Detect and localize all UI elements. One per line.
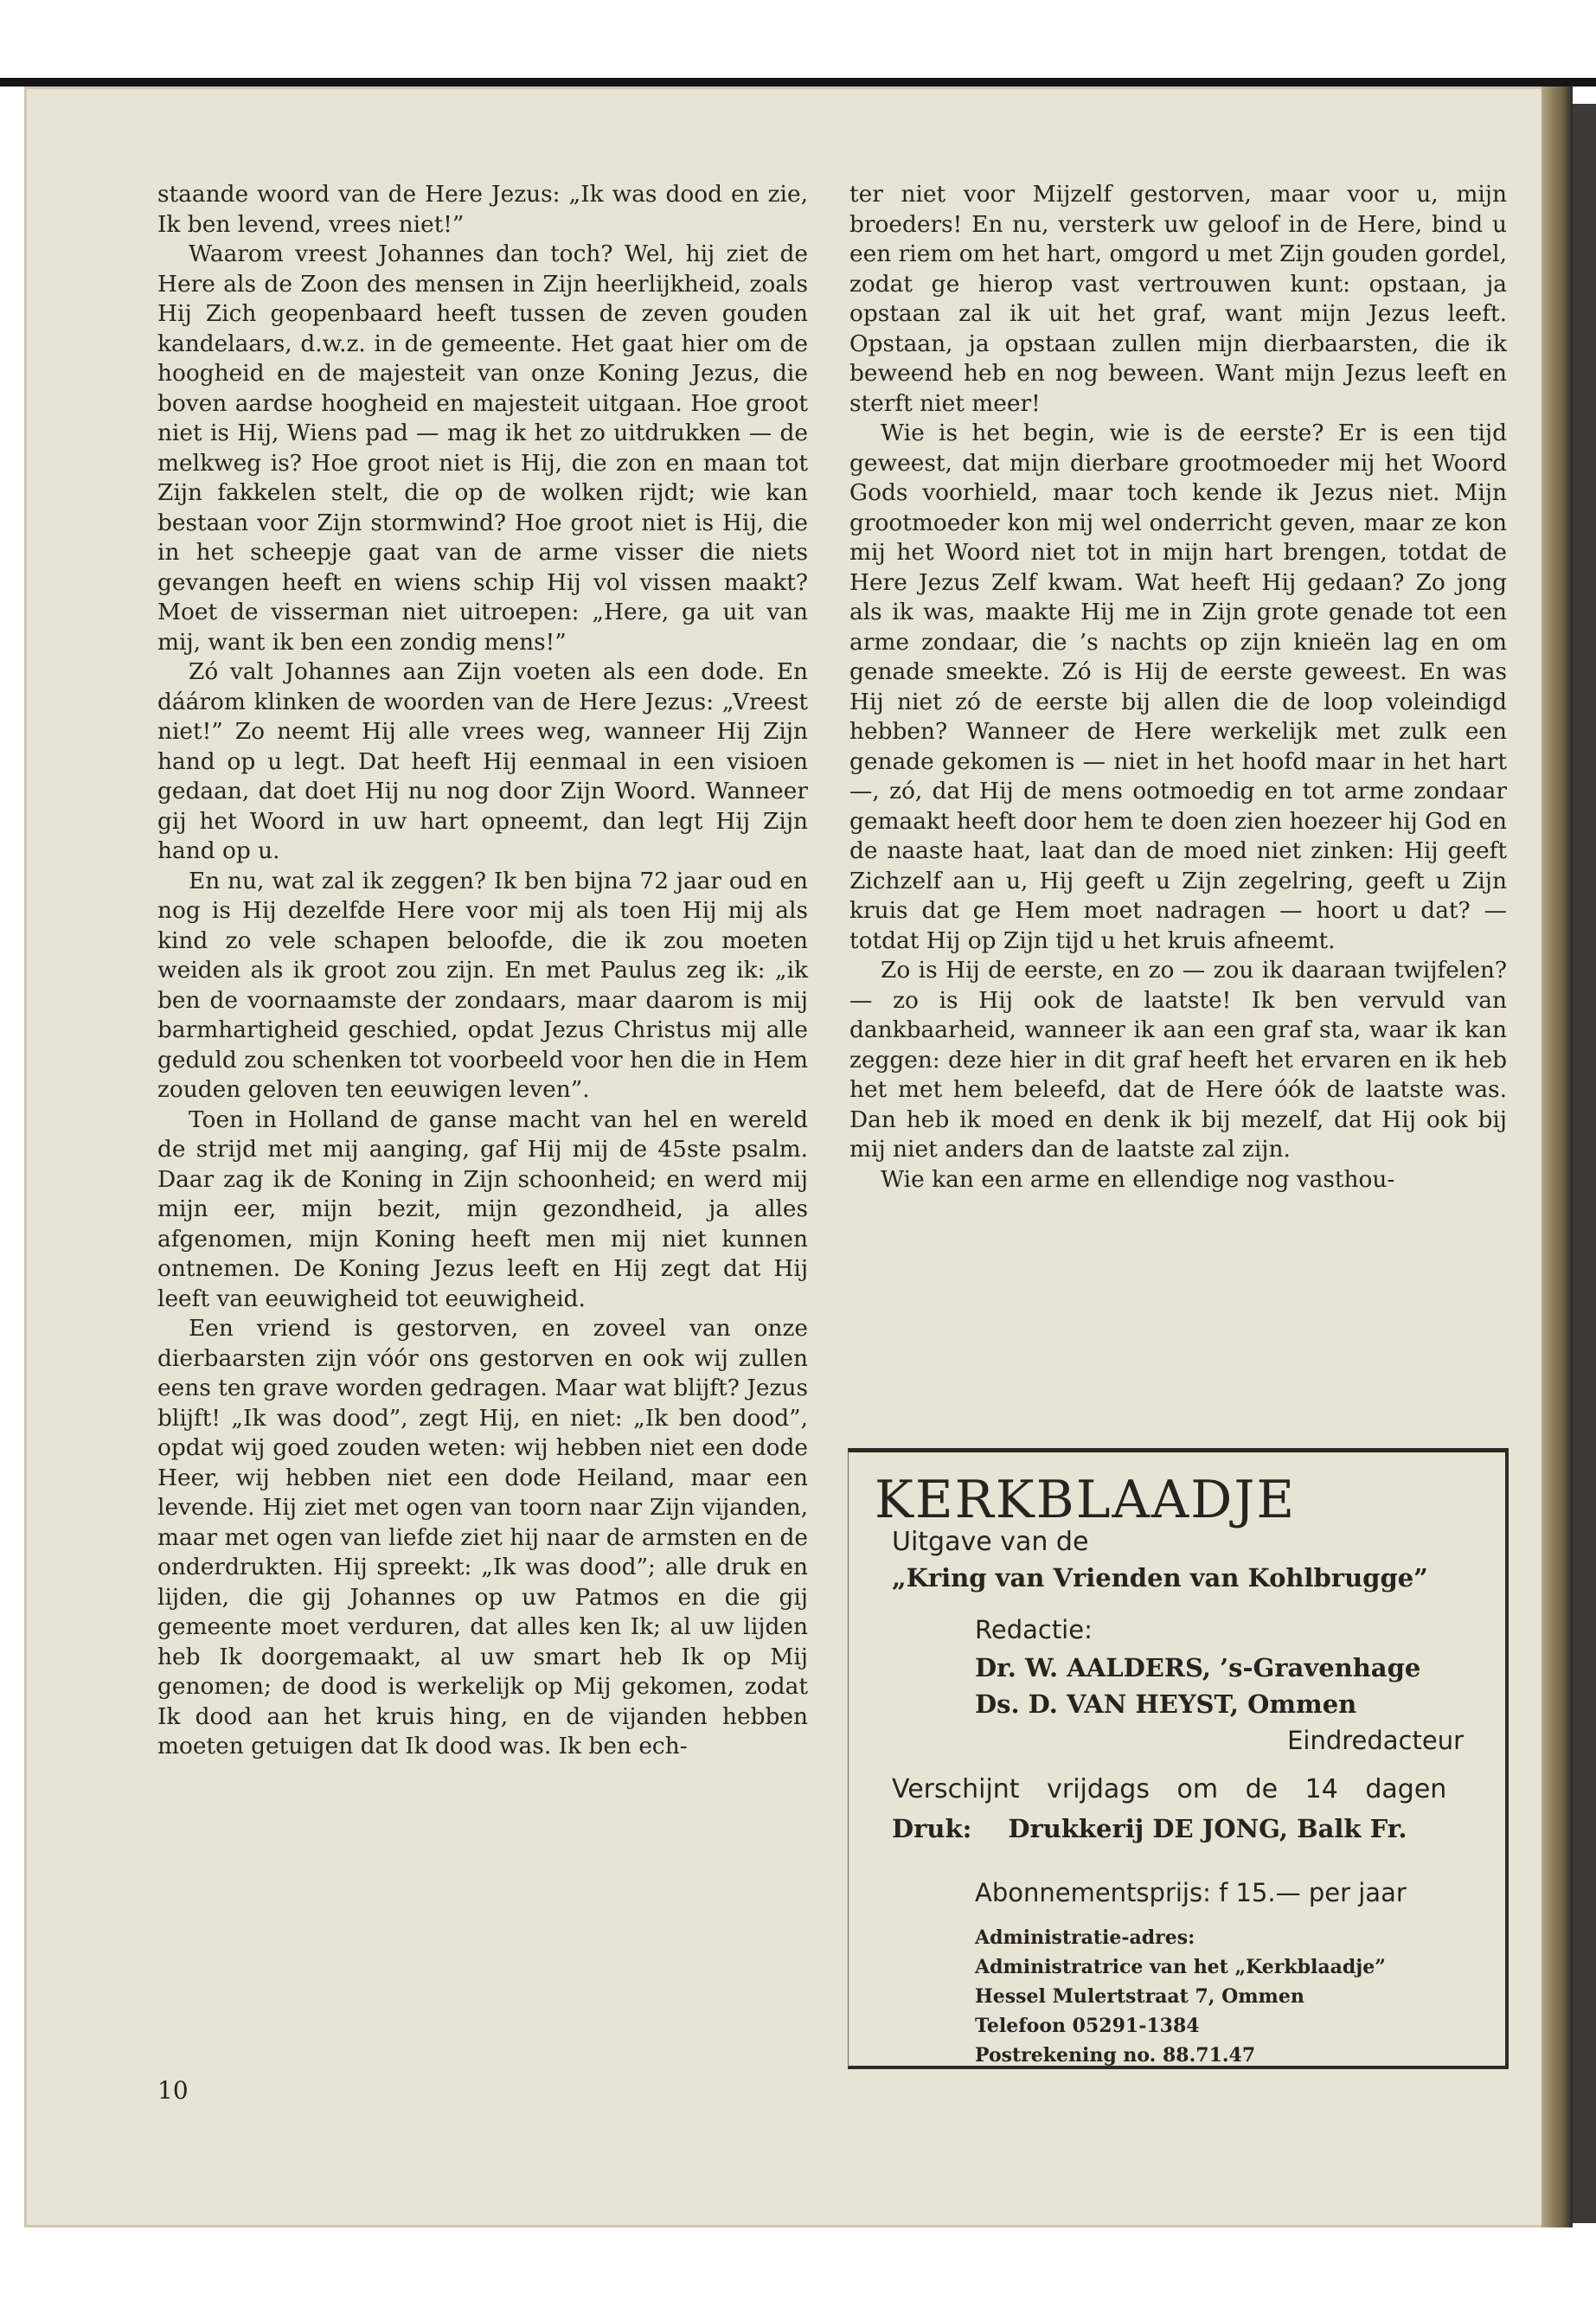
editor-role: Eindredacteur <box>1287 1726 1464 1755</box>
paragraph: Waarom vreest Johannes dan toch? Wel, hij ziet de Here als de Zoon des mensen in Zijn heerlijkheid, zoals Hij Zich geopenbaard heeft tussen de zeven gouden kandelaars, d.w.z. in de gemeente. Het gaat hier om de hoogheid en de majesteit van onze Koning Jezus, die boven aardse hoogheid en majesteit uitgaan. Hoe groot niet is Hij, Wiens pad — mag ik het zo uitdrukken — de melkweg is? Hoe groot niet is Hij, die zon en maan tot Zijn fakkelen stelt, die op de wolken rijdt; wie kan bestaan voor Zijn stormwind? Hoe groot niet is Hij, die in het scheepje gaat van de arme visser die niets gevangen heeft en wiens schip Hij vol vissen maakt? Moet de visserman niet uitroepen: „Here, ga uit van mij, want ik ben een zondig mens!” <box>157 240 808 656</box>
editor-2: Ds. D. VAN HEYST, Ommen <box>975 1689 1357 1719</box>
left-column <box>157 180 808 1762</box>
publisher-name: „Kring van Vrienden van Kohlbrugge” <box>892 1563 1428 1593</box>
editors-label: Redactie: <box>975 1615 1093 1644</box>
scan-top-border <box>0 78 1596 87</box>
paragraph: staande woord van de Here Jezus: „Ik was dood en zie, Ik ben levend, vrees niet!” <box>157 181 808 238</box>
right-column <box>849 180 1507 1195</box>
page-number: 10 <box>157 2076 189 2105</box>
colophon-box <box>848 1448 1509 2069</box>
paragraph: Zó valt Johannes aan Zijn voeten als een dode. En dáárom klinken de woorden van de Here Jezus: „Vreest niet!” Zo neemt Hij alle vrees weg, wanneer Hij Zijn hand op u legt. Dat heeft Hij eenmaal in een visioen gedaan, dat doet Hij nu nog door Zijn Woord. Wanneer gij het Woord in uw hart opneemt, dan legt Hij Zijn hand op u. <box>157 658 808 864</box>
binding-edge <box>1573 104 1596 2223</box>
masthead-title: KERKBLAADJE <box>875 1470 1297 1530</box>
admin-giro: Postrekening no. 88.71.47 <box>975 2044 1256 2067</box>
paragraph: ter niet voor Mijzelf gestorven, maar voor u, mijn broeders! En nu, versterk uw geloof in de Here, bind u een riem om het hart, omgord u met Zijn gouden gordel, zodat ge hierop vast vertrouwen kunt: opstaan, ja opstaan zal ik uit het graf, want mijn Jezus leeft. Opstaan, ja opstaan zullen mijn dierbaarsten, die ik beweend heb en nog beween. Want mijn Jezus leeft en sterft niet meer! <box>849 181 1507 417</box>
subscription-price: Abonnementsprijs: f 15.— per jaar <box>975 1878 1407 1907</box>
admin-street: Hessel Mulertstraat 7, Ommen <box>975 1985 1304 2008</box>
paragraph: En nu, wat zal ik zeggen? Ik ben bijna 72 jaar oud en nog is Hij dezelfde Here voor mij als toen Hij mij als kind zo vele schapen beloofde, die ik zou moeten weiden als ik groot zou zijn. En met Paulus zeg ik: „ik ben de voornaamste der zondaars, maar daarom is mij barmhartigheid geschied, opdat Jezus Christus mij alle geduld zou schenken tot voorbeeld voor hen die in Hem zouden geloven ten eeuwigen leven”. <box>157 867 808 1103</box>
editor-1: Dr. W. AALDERS, ’s-Gravenhage <box>975 1653 1421 1682</box>
publisher-intro: Uitgave van de <box>892 1527 1089 1557</box>
paragraph: Wie kan een arme en ellendige nog vasthou- <box>881 1165 1395 1193</box>
printer-name: Drukkerij DE JONG, Balk Fr. <box>1008 1814 1407 1843</box>
book-spine <box>1542 87 1573 2227</box>
paragraph: Wie is het begin, wie is de eerste? Er is een tijd geweest, dat mijn dierbare grootmoeder mij het Woord Gods voorhield, maar toch kende ik Jezus niet. Mijn grootmoeder kon mij wel onderricht geven, maar ze kon mij het Woord niet tot in mijn hart brengen, totdat de Here Jezus Zelf kwam. Wat heeft Hij gedaan? Zo jong als ik was, maakte Hij me in Zijn grote genade tot een arme zondaar, die ’s nachts op zijn knieën lag en om genade smeekte. Zó is Hij de eerste geweest. En was Hij niet zó de eerste bij allen die de loop voleindigd hebben? Wanneer de Here werkelijk met zulk een genade gekomen is — niet in het hoofd maar in het hart —, zó, dat Hij de mens ootmoedig en tot arme zondaar gemaakt heeft door hem te doen zien hoezeer hij God en de naaste haat, laat dan de moed niet zinken: Hij geeft Zichzelf aan u, Hij geeft u Zijn zegelring, geeft u Zijn kruis dat ge Hem moet nadragen — hoort u dat? — totdat Hij op Zijn tijd u het kruis afneemt. <box>849 420 1507 954</box>
paragraph: Zo is Hij de eerste, en zo — zou ik daaraan twijfelen? — zo is Hij ook de laatste! Ik ben vervuld van dankbaarheid, wanneer ik aan een graf sta, waar ik kan zeggen: deze hier in dit graf heeft het ervaren en ik heb het met hem beleefd, dat de Here óók de laatste was. Dan heb ik moed en denk ik bij mezelf, dat Hij ook bij mij niet anders dan de laatste zal zijn. <box>849 957 1507 1163</box>
paragraph: Een vriend is gestorven, en zoveel van onze dierbaarsten zijn vóór ons gestorven en ook wij zullen eens ten grave worden gedragen. Maar wat blijft? Jezus blijft! „Ik was dood”, zegt Hij, en niet: „Ik ben dood”, opdat wij goed zouden weten: wij hebben niet een dode Heer, wij hebben niet een dode Heiland, maar een levende. Hij ziet met ogen van toorn naar Zijn vijanden, maar met ogen van liefde ziet hij naar de armsten en de onderdrukten. Hij spreekt: „Ik was dood”; alle druk en lijden, die gij Johannes op uw Patmos en die gij gemeente moet verduren, dat alles ken Ik; al uw lijden heb Ik doorgemaakt, al uw smart heb Ik op Mij genomen; de dood is werkelijk op Mij gekomen, zodat Ik dood aan het kruis hing, en de vijanden hebben moeten getuigen dat Ik dood was. Ik ben ech- <box>157 1315 808 1759</box>
scan-bottom-margin <box>0 2227 1596 2301</box>
admin-label: Administratie-adres: <box>975 1926 1195 1949</box>
printer-line <box>892 1814 1407 1843</box>
admin-phone: Telefoon 05291-1384 <box>975 2015 1200 2037</box>
printer-label: Druk: <box>892 1814 972 1843</box>
paragraph: Toen in Holland de ganse macht van hel en wereld de strijd met mij aanging, gaf Hij mij de 45ste psalm. Daar zag ik de Koning in Zijn schoonheid; en werd mij mijn eer, mijn bezit, mijn gezondheid, ja alles afgenomen, mijn Koning heeft men mij niet kunnen ontnemen. De Koning Jezus leeft en Hij zegt dat Hij leeft van eeuwigheid tot eeuwigheid. <box>157 1106 808 1312</box>
admin-name: Administratrice van het „Kerkblaadje” <box>975 1956 1386 1978</box>
publication-frequency: Verschijnt vrijdags om de 14 dagen <box>892 1774 1447 1804</box>
